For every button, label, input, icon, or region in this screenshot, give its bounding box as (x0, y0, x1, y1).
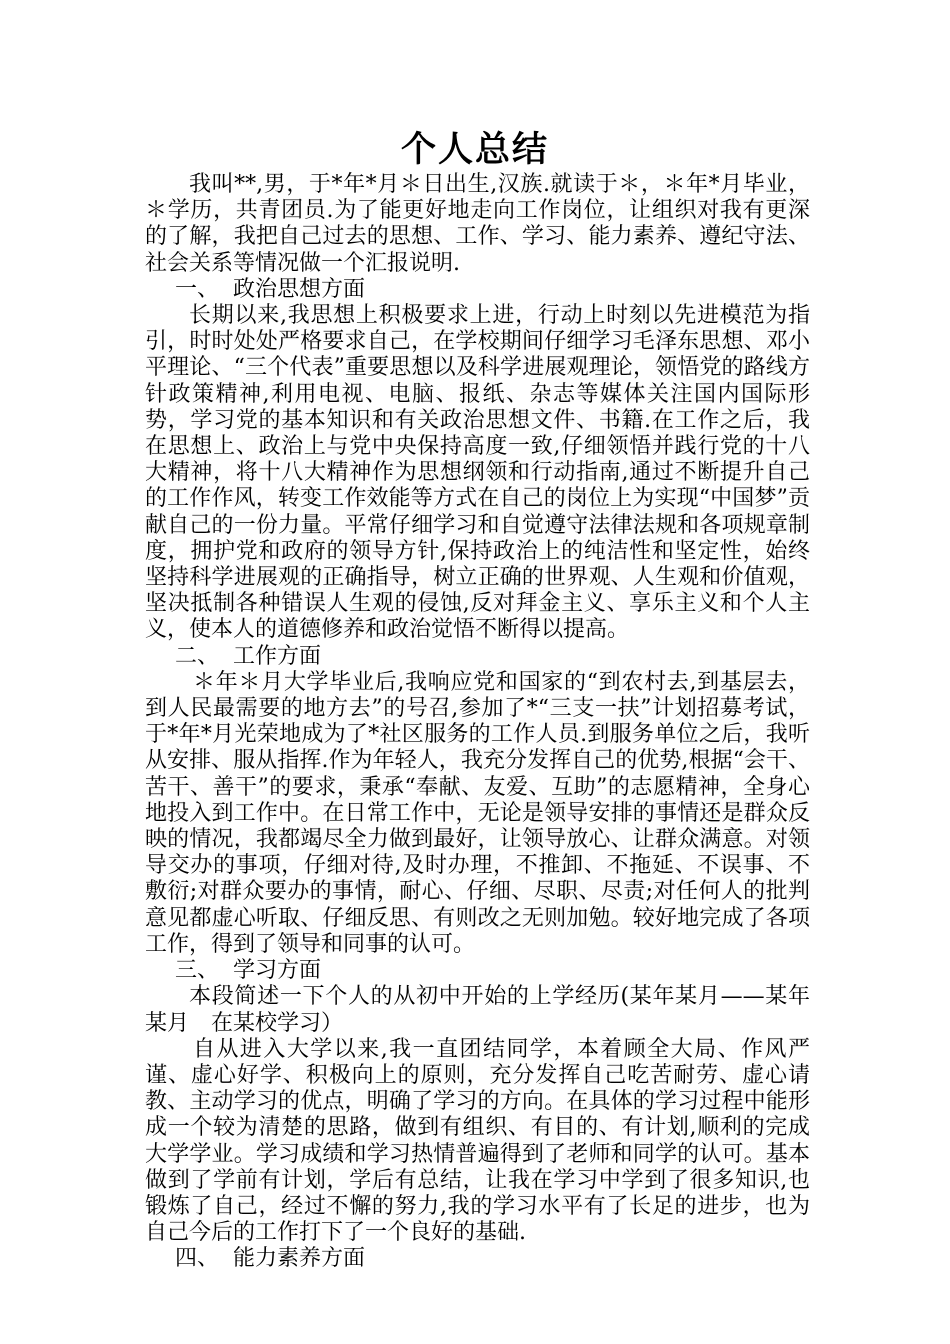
section-title: 能力素养方面 (233, 1246, 366, 1272)
section-title: 工作方面 (233, 643, 322, 669)
political-paragraph: 长期以来,我思想上积极要求上进，行动上时刻以先进模范为指引，时时处处严格要求自己，在学校期间仔细学习毛泽东思想、邓小平理论、“三个代表”重要思想以及科学进展观理论，领悟党的路线方针政策精神,利用电视、电脑、报纸、杂志等媒体关注国内国际形势，学习党的基本知识和有关政治思想文件、书籍.在工作之后，我在思想上、政治上与党中央保持高度一致,仔细领悟并践行党的十八大精神，将十八大精神作为思想纲领和行动指南,通过不断提升自己的工作作风，转变工作效能等方式在自己的岗位上为实现“中国梦”贡献自己的一份力量。平常仔细学习和自觉遵守法律法规和各项规章制度，拥护党和政府的领导方针,保持政治上的纯洁性和坚定性，始终坚持科学进展观的正确指导，树立正确的世界观、人生观和价值观，坚决抵制各种错误人生观的侵蚀,反对拜金主义、享乐主义和个人主义，使本人的道德修养和政治觉悟不断得以提高。 (145, 303, 810, 643)
study-paragraph: 自从进入大学以来,我一直团结同学，本着顾全大局、作风严谨、虚心好学、积极向上的原则，充分发挥自己吃苦耐劳、虚心请教、主动学习的优点，明确了学习的方向。在具体的学习过程中能形成一个较为清楚的思路，做到有组织、有目的、有计划,顺利的完成大学学业。学习成绩和学习热情普遍得到了老师和同学的认可。基本做到了学前有计划，学后有总结，让我在学习中学到了很多知识,也锻炼了自己，经过不懈的努力,我的学习水平有了长足的进步，也为自己今后的工作打下了一个良好的基础. (145, 1036, 810, 1246)
study-history-paragraph: 本段简述一下个人的从初中开始的上学经历(某年某月——某年某月 在某校学习） (145, 984, 810, 1036)
section-number: 三、 (175, 958, 220, 984)
section-heading-study (145, 958, 810, 984)
section-heading-ability (145, 1246, 810, 1272)
intro-paragraph: 我叫**,男，于*年*月＊日出生,汉族.就读于＊，＊年*月毕业，＊学历，共青团员.为了能更好地走向工作岗位，让组织对我有更深的了解，我把自己过去的思想、工作、学习、能力素养、遵纪守法、社会关系等情况做一个汇报说明. (145, 172, 810, 276)
page-title: 个人总结 (400, 129, 549, 170)
section-title: 政治思想方面 (233, 276, 366, 302)
section-heading-work (145, 644, 810, 670)
work-paragraph: ＊年＊月大学毕业后,我响应党和国家的“到农村去,到基层去，到人民最需要的地方去”的号召,参加了*“三支一扶”计划招募考试，于*年*月光荣地成为了*社区服务的工作人员.到服务单位之后，我听从安排、服从指挥.作为年轻人，我充分发挥自己的优势,根据“会干、苦干、善干”的要求，秉承“奉献、友爱、互助”的志愿精神，全身心地投入到工作中。在日常工作中，无论是领导安排的事情还是群众反映的情况，我都竭尽全力做到最好，让领导放心、让群众满意。对领导交办的事项，仔细对待,及时办理，不推卸、不拖延、不误事、不敷衍;对群众要办的事情，耐心、仔细、尽职、尽责;对任何人的批判意见都虚心听取、仔细反思、有则改之无则加勉。较好地完成了各项工作，得到了领导和同事的认可。 (145, 669, 810, 957)
document-body (145, 172, 810, 1273)
section-number: 一、 (175, 276, 220, 302)
section-heading-political (145, 277, 810, 303)
section-number: 四、 (175, 1246, 220, 1272)
section-number: 二、 (175, 643, 220, 669)
section-title: 学习方面 (233, 958, 322, 984)
